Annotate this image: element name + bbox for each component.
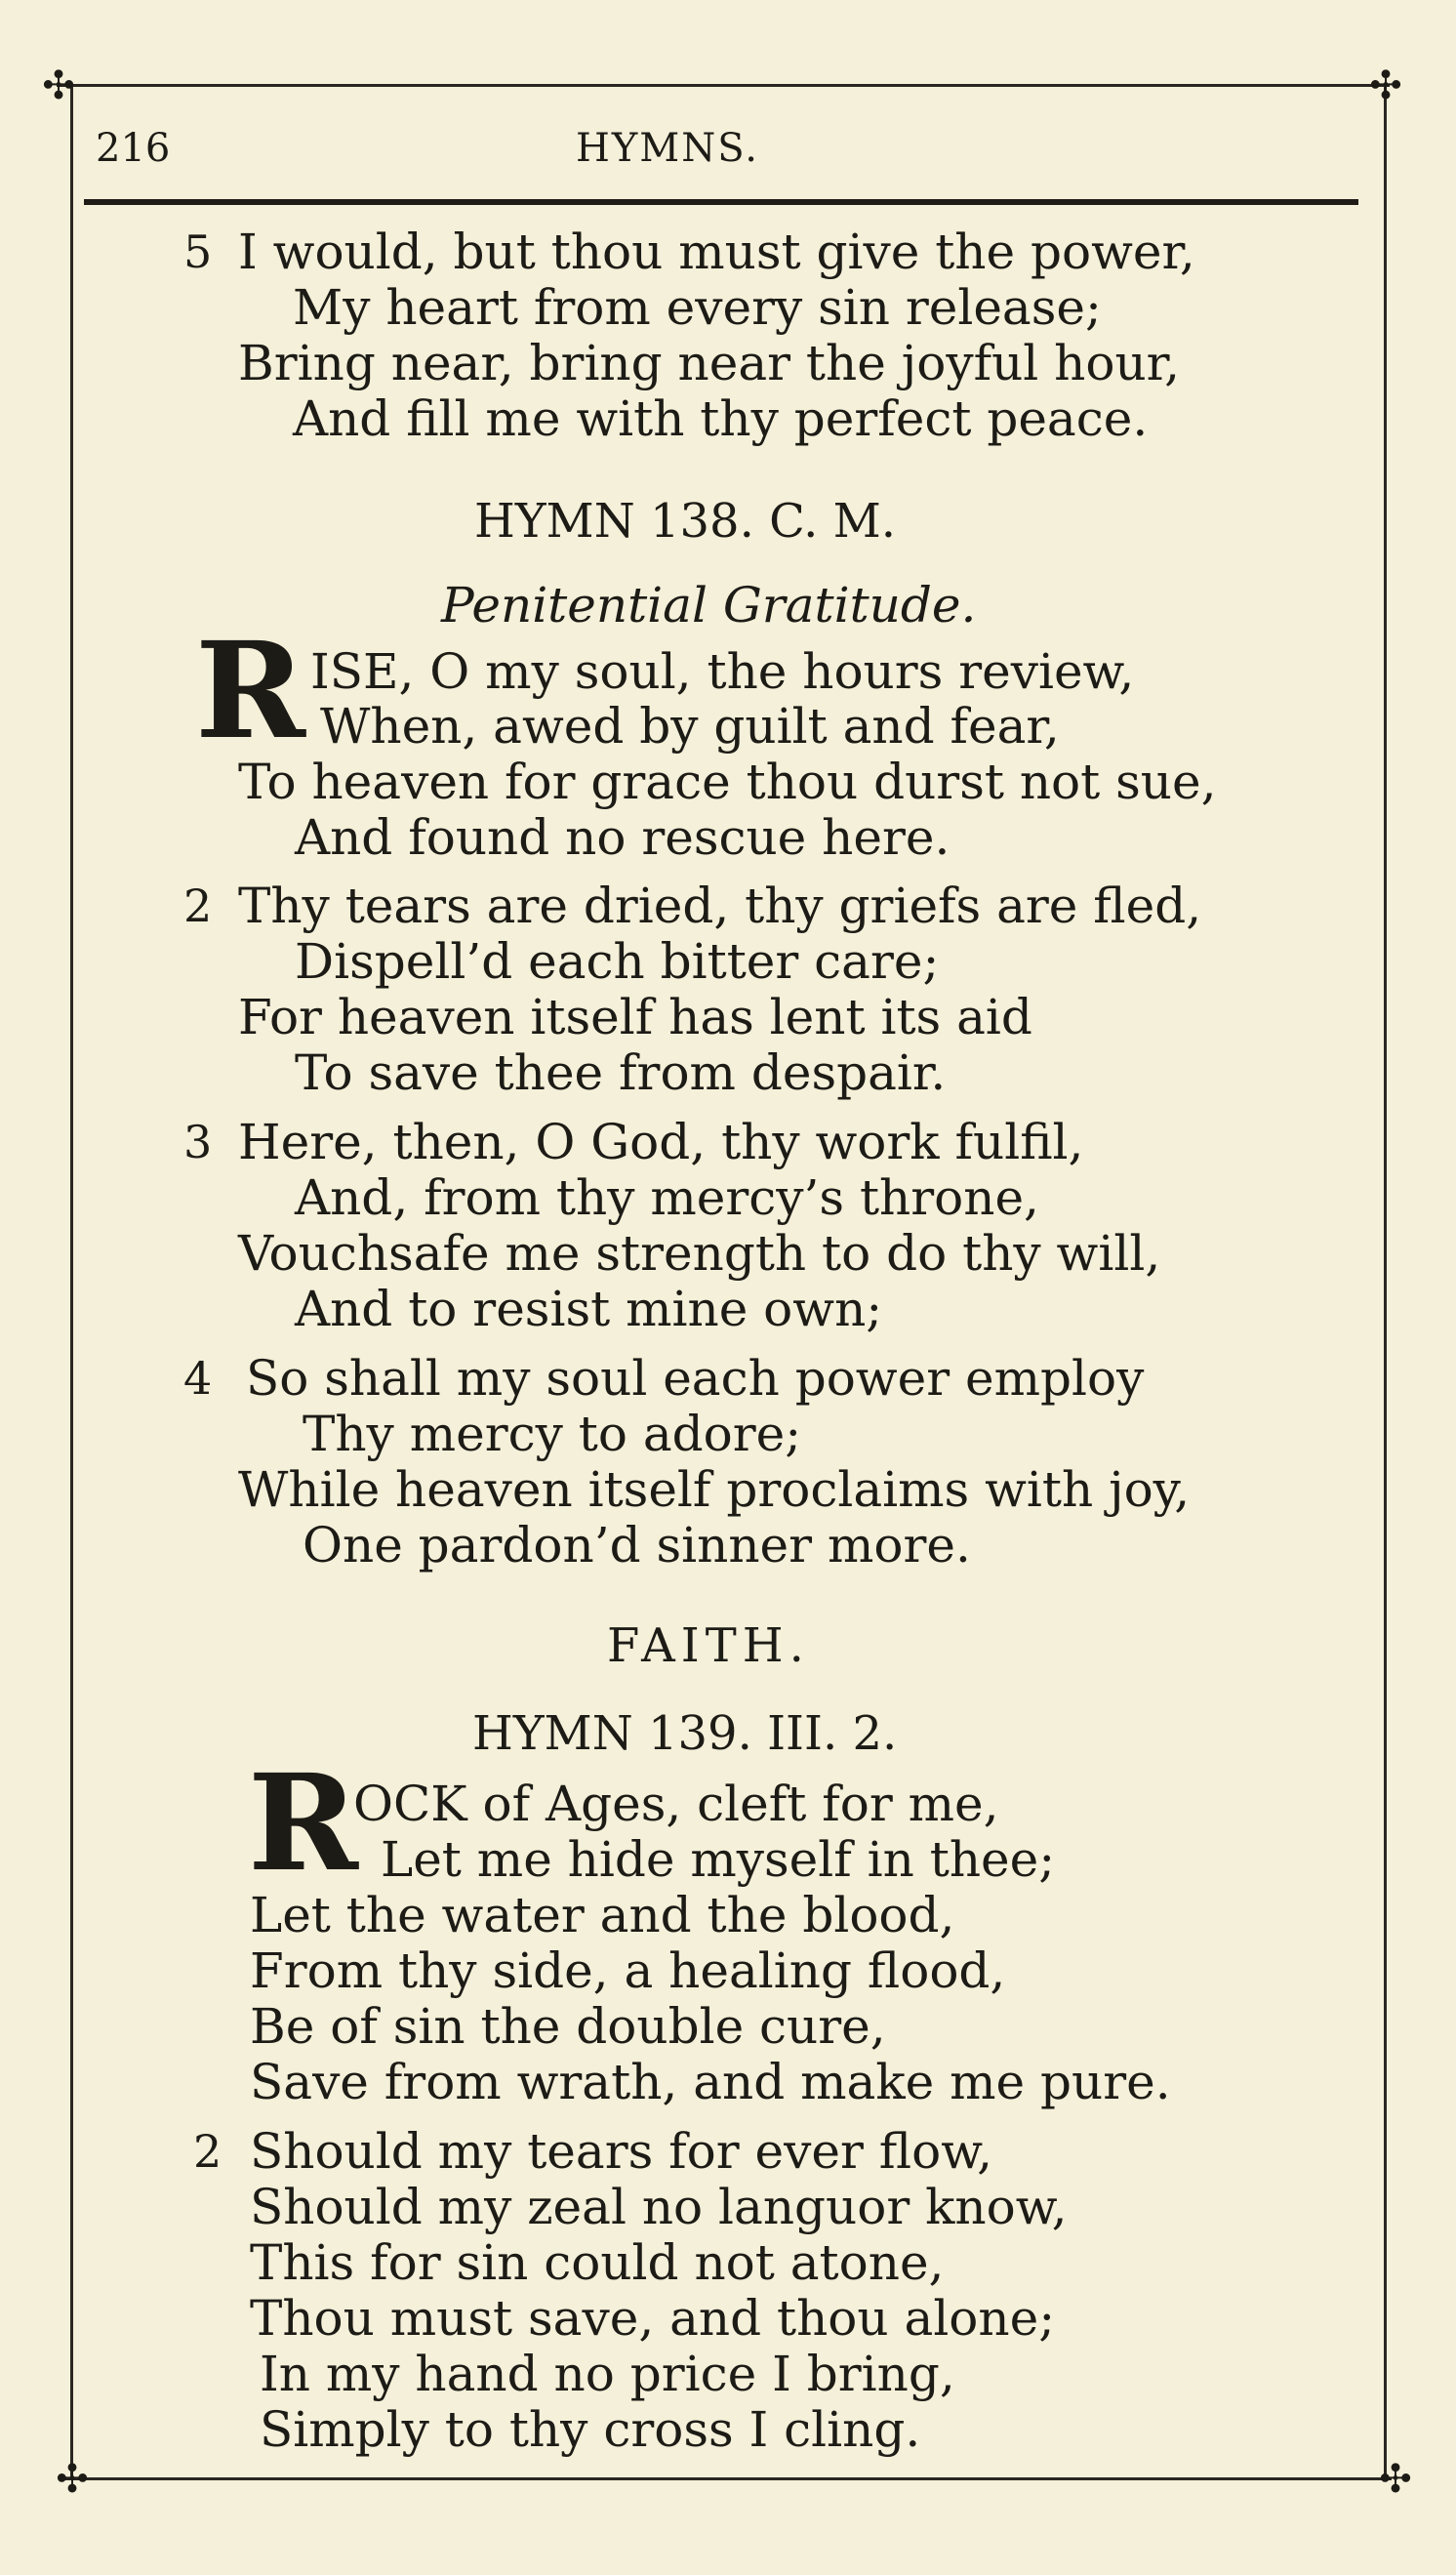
verse-line: When, awed by guilt and fear, [320,698,1060,755]
verse-line: And found no rescue here. [295,809,950,866]
verse-line: Should my zeal no languor know, [250,2179,1068,2235]
verse-line: Let the water and the blood, [250,1887,955,1943]
verse-line: And to resist mine own; [295,1281,883,1337]
verse-line: And fill me with thy perfect peace. [293,390,1149,447]
corner-ornament-icon: ✣ [1369,63,1402,108]
verse-line: This for sin could not atone, [250,2234,945,2291]
page-number: 216 [96,126,171,171]
section-title: FAITH. [607,1618,810,1673]
verse-line: Should my tears for ever flow, [250,2123,992,2180]
verse-line: To save thee from despair. [295,1044,947,1101]
stanza-number: 2 [193,2125,222,2178]
verse-line: And, from thy mercy’s throne, [295,1169,1039,1226]
verse-line: Here, then, O God, thy work fulfil, [238,1114,1084,1170]
verse-line: For heaven itself has lent its aid [238,989,1032,1045]
verse-line: Dispell’d each bitter care; [295,933,940,990]
verse-line: Be of sin the double cure, [250,1998,886,2055]
stanza-number: 4 [183,1352,213,1405]
verse-line: In my hand no price I bring, [260,2346,955,2402]
hymn-heading: HYMN 139. III. 2. [472,1706,898,1761]
verse-line: Vouchsafe me strength to do thy will, [238,1225,1161,1282]
hymn-subtitle: Penitential Gratitude. [441,577,977,634]
corner-ornament-icon: ✣ [1379,2457,1412,2502]
stanza-number: 3 [183,1116,213,1168]
verse-line: I would, but thou must give the power, [238,224,1195,280]
frame-left-rule [70,84,73,2477]
verse-line: OCK of Ages, cleft for me, [353,1776,999,1832]
verse-line: Thy tears are dried, thy griefs are fled, [238,878,1202,934]
verse-line: So shall my soul each power employ [246,1350,1145,1407]
corner-ornament-icon: ✣ [42,63,75,108]
verse-line: One pardon’d sinner more. [303,1517,971,1574]
stanza-number: 2 [183,879,213,932]
verse-line: ISE, O my soul, the hours review, [310,643,1135,700]
verse-line: From thy side, a healing flood, [250,1942,1006,1999]
frame-top-rule [57,84,1390,87]
verse-line: Simply to thy cross I cling. [260,2401,921,2458]
verse-line: Bring near, bring near the joyful hour, [238,335,1180,391]
corner-ornament-icon: ✣ [56,2457,89,2502]
stanza-number: 5 [183,225,213,278]
verse-line: Thou must save, and thou alone; [250,2290,1056,2347]
hymn-heading: HYMN 138. C. M. [474,494,897,549]
verse-line: Thy mercy to adore; [303,1406,802,1462]
frame-right-rule [1384,84,1387,2477]
frame-bottom-rule [61,2477,1392,2480]
drop-cap: R [195,613,306,769]
running-title: HYMNS. [576,126,759,171]
drop-cap: R [248,1745,359,1901]
verse-line: Let me hide myself in thee; [381,1831,1056,1888]
header-rule [84,199,1358,205]
verse-line: My heart from every sin release; [293,279,1102,336]
verse-line: Save from wrath, and make me pure. [250,2054,1171,2110]
verse-line: To heaven for grace thou durst not sue, [238,754,1217,810]
verse-line: While heaven itself proclaims with joy, [238,1461,1191,1518]
